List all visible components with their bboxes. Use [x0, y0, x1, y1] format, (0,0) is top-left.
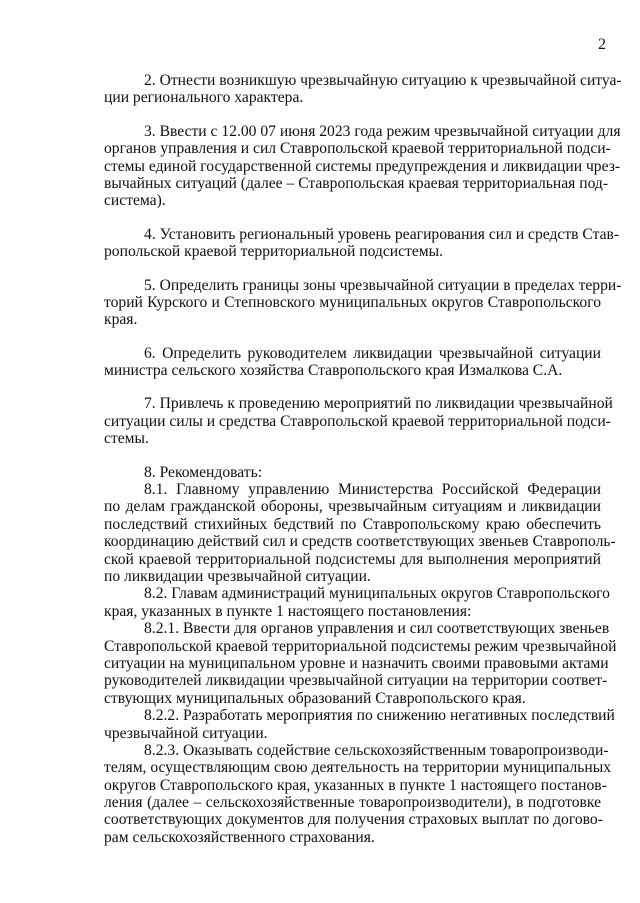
- text-line: 7. Привлечь к проведению мероприятий по ликвидации чрезвычайной: [144, 395, 613, 413]
- text-line: ской краевой территориальной подсистемы для выполнения мероприятий: [104, 550, 601, 568]
- text-line: ситуации на муниципальном уровне и назначить своими правовыми актами: [104, 654, 609, 672]
- paragraph-p2: [104, 72, 622, 107]
- text-line: стемы.: [104, 430, 149, 448]
- text-line: по ликвидации чрезвычайной ситуации.: [104, 567, 371, 585]
- paragraph-p4: [104, 225, 620, 261]
- paragraph-p7: [104, 395, 613, 448]
- text-line: 8.2.3. Оказывать содействие сельскохозяйственным товаропроизводи-: [144, 741, 609, 759]
- text-line: 3. Ввести с 12.00 07 июня 2023 года режим чрезвычайной ситуации для: [144, 122, 621, 140]
- text-line: 4. Установить региональный уровень реагирования сил и средств Став-: [144, 225, 620, 243]
- paragraph-p8_1: [104, 481, 616, 585]
- paragraph-p5: [104, 276, 622, 329]
- text-line: министра сельского хозяйства Ставропольского края Измалкова С.А.: [104, 362, 563, 380]
- text-line: руководителей ликвидации чрезвычайной ситуации на территории соответ-: [104, 672, 608, 690]
- text-line: система).: [104, 192, 166, 210]
- text-line: ситуации силы и средства Ставропольской краевой территориальной подси-: [104, 412, 611, 430]
- text-line: рам сельскохозяйственного страхования.: [104, 828, 375, 846]
- text-line: стемы единой государственной системы предупреждения и ликвидации чрез-: [104, 157, 621, 175]
- text-line: соответствующих документов для получения страховых выплат по догово-: [104, 811, 603, 829]
- text-line: 8.2. Главам администраций муниципальных округов Ставропольского: [144, 585, 610, 603]
- text-line: 8.1. Главному управлению Министерства Российской Федерации: [144, 481, 601, 499]
- paragraph-p8_2_1: [104, 620, 617, 707]
- text-line: ции регионального характера.: [104, 89, 304, 107]
- text-line: 6. Определить руководителем ликвидации чрезвычайной ситуации: [144, 344, 601, 362]
- text-line: ствующих муниципальных образований Ставропольского края.: [104, 689, 526, 707]
- text-line: края, указанных в пункте 1 настоящего постановления:: [104, 602, 472, 620]
- text-line: вычайных ситуаций (далее – Ставропольская краевая территориальная под-: [104, 174, 609, 192]
- paragraph-p8_2_2: [104, 707, 615, 742]
- text-line: округов Ставропольского края, указанных в пункте 1 настоящего постанов-: [104, 776, 607, 794]
- paragraph-p3: [104, 122, 621, 210]
- text-line: 5. Определить границы зоны чрезвычайной ситуации в пределах терри-: [144, 276, 622, 294]
- document-body: [104, 72, 622, 862]
- text-line: Ставропольской краевой территориальной подсистемы режим чрезвычайной: [104, 637, 617, 655]
- text-line: ропольской краевой территориальной подсистемы.: [104, 243, 444, 261]
- paragraph-p8_2: [104, 585, 610, 620]
- paragraph-p8_2_3: [104, 741, 612, 846]
- paragraph-p6: [104, 345, 601, 380]
- text-line: торий Курского и Степновского муниципальных округов Ставропольского: [104, 293, 601, 311]
- text-line: по делам гражданской обороны, чрезвычайным ситуациям и ликвидации: [104, 498, 601, 516]
- text-line: чрезвычайной ситуации.: [104, 724, 268, 742]
- text-line: 8.2.1. Ввести для органов управления и сил соответствующих звеньев: [144, 620, 610, 638]
- text-line: 2. Отнести возникшую чрезвычайную ситуацию к чрезвычайной ситуа-: [144, 72, 622, 89]
- text-line: органов управления и сил Ставропольской краевой территориальной подси-: [104, 140, 611, 158]
- text-line: 8. Рекомендовать:: [144, 463, 263, 481]
- text-line: последствий стихийных бедствий по Ставропольскому краю обеспечить: [104, 515, 601, 533]
- text-line: 8.2.2. Разработать мероприятия по снижению негативных последствий: [144, 707, 615, 725]
- text-line: края.: [104, 311, 138, 329]
- paragraph-p8: [104, 464, 601, 481]
- text-line: ления (далее – сельскохозяйственные товаропроизводители), в подготовке: [104, 794, 601, 812]
- text-line: телям, осуществляющим свою деятельность на территории муниципальных: [104, 759, 612, 777]
- page-number: 2: [598, 36, 606, 53]
- text-line: координацию действий сил и средств соответствующих звеньев Ставрополь-: [104, 533, 616, 551]
